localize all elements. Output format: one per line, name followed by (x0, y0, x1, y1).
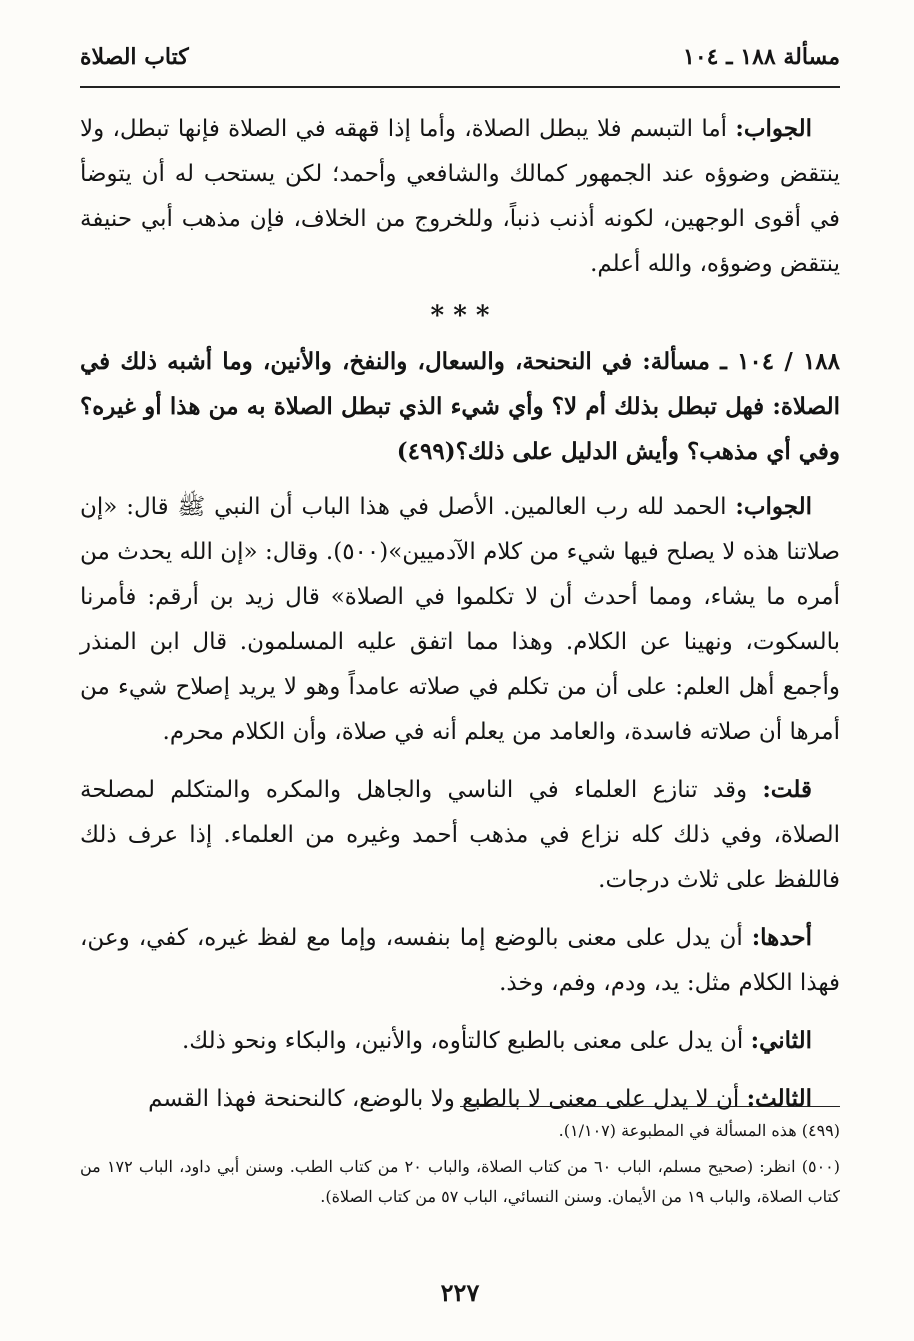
answer-text: الحمد لله رب العالمين. الأصل في هذا الباب أن النبي ﷺ قال: «إن صلاتنا هذه لا يصلح فيها شيء من كلام الآدميين»(٥٠٠). وقال: «إن الله يحدث من أمره ما يشاء، ومما أحدث أن لا تكلموا في الصلاة» قال زيد بن أرقم: فأمرنا بالسكوت، ونهينا عن الكلام. وهذا مما اتفق عليه المسلمون. قال ابن المنذر وأجمع أهل العلم: على أن من تكلم في صلاته عامداً وهو لا يريد إصلاح شيء من أمرها أن صلاته فاسدة، والعامد من يعلم أنه في صلاة، وأن الكلام محرم. (80, 494, 840, 745)
qult-text: وقد تنازع العلماء في الناسي والجاهل والمكره والمتكلم لمصلحة الصلاة، وفي ذلك كله نزاع في مذهب أحمد وغيره من العلماء. إذا عرف ذلك فاللفظ على ثلاث درجات. (80, 777, 840, 893)
paragraph-answer-1 (80, 106, 840, 287)
header-book-title: كتاب الصلاة (80, 44, 189, 70)
second-text: أن يدل على معنى بالطبع كالتأوه، والأنين، والبكاء ونحو ذلك. (181, 1028, 751, 1054)
answer-lead: الجواب: (735, 115, 812, 142)
second-lead: الثاني: (750, 1027, 812, 1054)
paragraph-qult (80, 767, 840, 903)
page-number: ٢٢٧ (440, 1278, 480, 1307)
qult-lead: قلت: (762, 776, 812, 803)
third-lead: الثالث: (746, 1085, 812, 1112)
footnote-499: (٤٩٩) هذه المسألة في المطبوعة (١/١٠٧). (558, 1121, 840, 1140)
first-text: أن يدل على معنى بالوضع إما بنفسه، وإما مع لفظ غيره، كفي، وعن، فهذا الكلام مثل: يد، ودم، وفم، وخذ. (80, 925, 840, 996)
book-page (80, 0, 840, 1341)
footnote-divider (460, 1106, 840, 1107)
main-text (80, 106, 840, 1134)
footnotes (80, 1116, 840, 1218)
paragraph-answer-2 (80, 484, 840, 755)
answer-text: أما التبسم فلا يبطل الصلاة، وأما إذا قهقه في الصلاة فإنها تبطل، ولا ينتقض وضوؤه عند الجمهور كمالك والشافعي وأحمد؛ لكن يستحب له أن يتوضأ في أقوى الوجهين، لكونه أذنب ذنباً، وللخروج من الخلاف، فإن مذهب أبي حنيفة ينتقض وضوؤه، والله أعلم. (80, 116, 840, 277)
first-lead: أحدها: (751, 924, 812, 951)
third-text: أن لا يدل على معنى لا بالطبع ولا بالوضع، كالنحنحة فهذا القسم (148, 1086, 747, 1112)
footnote-500: (٥٠٠) انظر: (صحيح مسلم، الباب ٦٠ من كتاب الصلاة، والباب ٢٠ من كتاب الطب. وسنن أبي داود، الباب ١٧٢ من كتاب الصلاة، والباب ١٩ من الأيمان. وسنن النسائي، الباب ٥٧ من كتاب الصلاة). (80, 1157, 840, 1206)
question-heading: ١٨٨ / ١٠٤ ـ مسألة: في النحنحة، والسعال، والنفخ، والأنين، وما أشبه ذلك في الصلاة: فهل تبطل بذلك أم لا؟ وأي شيء الذي تبطل الصلاة به من هذا أو غيره؟ وفي أي مذهب؟ وأيش الدليل على ذلك؟(٤٩٩) (80, 348, 840, 465)
answer-lead: الجواب: (735, 493, 812, 520)
paragraph-second (80, 1018, 840, 1064)
header-divider (80, 86, 840, 88)
section-separator: * * * (430, 301, 490, 331)
running-header (80, 36, 840, 76)
paragraph-first (80, 915, 840, 1006)
header-section: مسألة ١٨٨ ـ ١٠٤ (683, 44, 840, 70)
